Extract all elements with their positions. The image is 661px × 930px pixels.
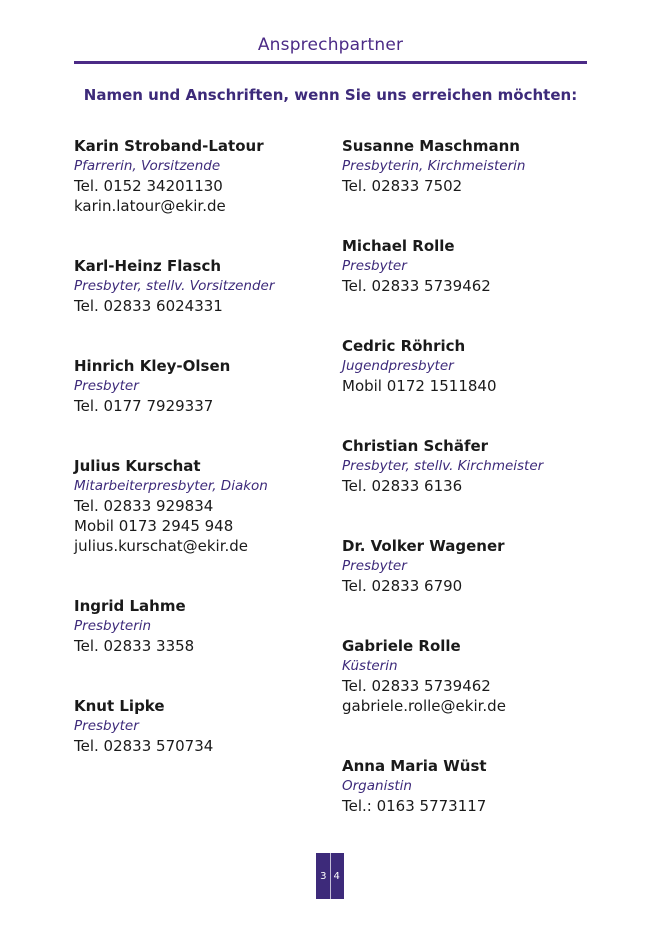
contact-name: Cedric Röhrich: [342, 337, 466, 355]
title-divider: [74, 61, 587, 64]
contact-phone: Tel. 02833 6136: [342, 477, 463, 495]
contact-card: [342, 436, 612, 496]
contact-name: Susanne Maschmann: [342, 137, 520, 155]
contact-card: [342, 756, 612, 816]
contact-role: Presbyterin, Kirchmeisterin: [342, 158, 526, 174]
contact-card: [342, 336, 612, 396]
contact-phone: Tel. 0152 34201130: [74, 177, 223, 195]
contact-role: Presbyter: [74, 378, 139, 394]
contact-phone: Tel. 02833 5739462: [342, 677, 491, 695]
contact-name: Knut Lipke: [74, 697, 165, 715]
contact-role: Presbyter: [74, 718, 139, 734]
contact-name: Christian Schäfer: [342, 437, 489, 455]
contact-role: Organistin: [342, 778, 412, 794]
contact-mobile: Mobil 0173 2945 948: [74, 517, 234, 535]
contact-role: Presbyter, stellv. Kirchmeister: [342, 458, 544, 474]
page-number-divider: [330, 853, 331, 899]
contact-phone: Tel.: 0163 5773117: [342, 797, 487, 815]
page-subtitle: Namen und Anschriften, wenn Sie uns erreichen möchten:: [83, 86, 578, 104]
contact-email: julius.kurschat@ekir.de: [74, 537, 249, 555]
contact-role: Presbyter: [342, 258, 407, 274]
contact-email: karin.latour@ekir.de: [74, 197, 226, 215]
contact-card: [342, 636, 612, 716]
contact-role: Jugendpresbyter: [342, 358, 454, 374]
contact-role: Mitarbeiterpresbyter, Diakon: [74, 478, 268, 494]
contact-phone: Tel. 02833 6790: [342, 577, 463, 595]
contact-card: [74, 696, 344, 756]
contact-card: [74, 456, 344, 556]
contact-phone: Tel. 0177 7929337: [74, 397, 214, 415]
contact-card: [74, 256, 344, 316]
contact-card: [74, 136, 344, 216]
contact-role: Presbyterin: [74, 618, 152, 634]
contact-mobile: Mobil 0172 1511840: [342, 377, 497, 395]
contact-name: Dr. Volker Wagener: [342, 537, 505, 555]
page-number-left: 3: [320, 870, 327, 882]
page-title: Ansprechpartner: [257, 35, 404, 55]
contact-name: Anna Maria Wüst: [342, 757, 487, 775]
contact-role: Küsterin: [342, 658, 398, 674]
contact-name: Hinrich Kley-Olsen: [74, 357, 231, 375]
contact-role: Pfarrerin, Vorsitzende: [74, 158, 221, 174]
contact-card: [342, 536, 612, 596]
contact-name: Julius Kurschat: [74, 457, 201, 475]
contact-phone: Tel. 02833 7502: [342, 177, 463, 195]
contact-column-right: [342, 136, 612, 856]
contact-card: [342, 136, 612, 196]
contact-card: [74, 596, 344, 656]
contact-name: Gabriele Rolle: [342, 637, 461, 655]
contact-role: Presbyter, stellv. Vorsitzender: [74, 278, 275, 294]
contact-name: Karl-Heinz Flasch: [74, 257, 222, 275]
contact-card: [342, 236, 612, 296]
contact-phone: Tel. 02833 3358: [74, 637, 195, 655]
contact-name: Michael Rolle: [342, 237, 455, 255]
contact-phone: Tel. 02833 5739462: [342, 277, 491, 295]
contact-phone: Tel. 02833 570734: [74, 737, 214, 755]
contact-role: Presbyter: [342, 558, 407, 574]
contact-column-left: [74, 136, 344, 796]
contact-email: gabriele.rolle@ekir.de: [342, 697, 506, 715]
page-number-badge: [316, 853, 344, 899]
contact-name: Karin Stroband-Latour: [74, 137, 264, 155]
page-number-right: 4: [333, 870, 340, 882]
contact-card: [74, 356, 344, 416]
contact-phone: Tel. 02833 929834: [74, 497, 214, 515]
contact-name: Ingrid Lahme: [74, 597, 186, 615]
contact-phone: Tel. 02833 6024331: [74, 297, 223, 315]
